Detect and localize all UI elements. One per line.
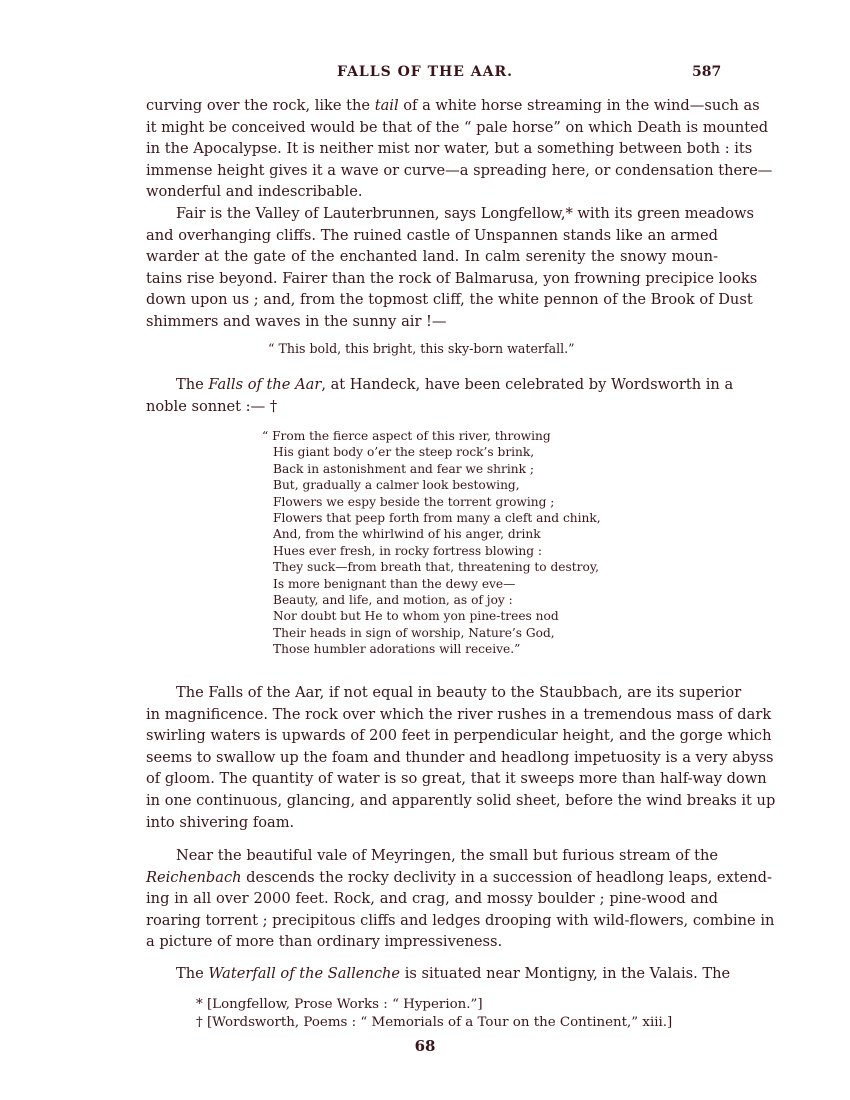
sonnet-line: Beauty, and life, and motion, as of joy : [273,593,513,608]
sonnet-line: But, gradually a calmer look bestowing, [273,478,520,493]
text-line: noble sonnet :— † [146,397,278,415]
text-line: in one continuous, glancing, and apparently solid sheet, before the wind breaks it up [146,791,776,809]
footnotes [196,996,672,1032]
paragraph-2 [146,203,758,333]
text-line: of gloom. The quantity of water is so great, that it sweeps more than half-way down [146,770,767,788]
text-line: Reichenbach descends the rocky declivity in a succession of headlong leaps, extend- [146,868,772,886]
text-line: warder at the gate of the enchanted land. In calm serenity the snowy moun- [146,248,718,266]
sonnet-line: Back in astonishment and fear we shrink ; [273,461,534,476]
text-line: Fair is the Valley of Lauterbrunnen, says Longfellow,* with its green meadows [176,205,755,222]
text-line: roaring torrent ; precipitous cliffs and ledges drooping with wild-flowers, combine in [146,911,775,929]
text-line: immense height gives it a wave or curve—a spreading here, or condensation there— [146,161,773,179]
sonnet-line: Those humbler adorations will receive.” [273,642,521,657]
text-line: ing in all over 2000 feet. Rock, and crag, and mossy boulder ; pine-wood and [146,890,718,908]
text-line: swirling waters is upwards of 200 feet in perpendicular height, and the gorge which [146,727,772,745]
running-header: FALLS OF THE AAR. [336,64,514,80]
text-line: in magnificence. The rock over which the river rushes in a tremendous mass of dark [146,705,772,723]
paragraph-1 [146,95,773,203]
text-line: a picture of more than ordinary impressiveness. [146,933,503,951]
paragraph-5 [146,845,775,953]
sonnet-line: Flowers that peep forth from many a cleft and chink, [273,511,601,526]
footnote-longfellow: * [Longfellow, Prose Works : “ Hyperion.”] [196,997,483,1012]
text-line: The Falls of the Aar, if not equal in beauty to the Staubbach, are its superior [176,684,742,701]
paragraph-4 [146,682,776,833]
sonnet-line: And, from the whirlwind of his anger, drink [273,527,541,542]
footnote-wordsworth: † [Wordsworth, Poems : “ Memorials of a Tour on the Continent,” xiii.] [196,1015,673,1030]
page-number: 587 [692,64,722,80]
sonnet-line: Is more benignant than the dewy eve— [273,576,516,591]
paragraph-3 [146,374,734,417]
text-line: in the Apocalypse. It is neither mist nor water, but a something between both : its [146,140,753,158]
text-line: The Waterfall of the Sallenche is situated near Montigny, in the Valais. The [176,965,731,982]
text-line: and overhanging cliffs. The ruined castle of Unspannen stands like an armed [146,226,718,244]
signature-mark: 68 [414,1037,436,1055]
text-line: down upon us ; and, from the topmost cliff, the white pennon of the Brook of Dust [146,291,753,309]
sonnet-line: His giant body o’er the steep rock’s brink, [273,445,535,460]
text-line: wonderful and indescribable. [146,183,363,201]
sonnet-line: Nor doubt but He to whom yon pine-trees nod [273,609,559,624]
text-line: “ This bold, this bright, this sky-born waterfall.” [268,341,575,356]
text-line: it might be conceived would be that of the “ pale horse” on which Death is mounted [146,118,769,136]
sonnet-line: Hues ever fresh, in rocky fortress blowing : [273,543,542,558]
text-line: into shivering foam. [146,813,295,831]
sonnet-block [262,428,601,658]
text-line: shimmers and waves in the sunny air !— [146,312,447,330]
text-line: tains rise beyond. Fairer than the rock of Balmarusa, yon frowning precipice looks [146,269,758,287]
text-line: seems to swallow up the foam and thunder and headlong impetuosity is a very abyss [146,748,774,766]
paragraph-6 [146,963,731,985]
text-line: Near the beautiful vale of Meyringen, the small but furious stream of the [176,847,718,864]
sonnet-line: Their heads in sign of worship, Nature’s God, [273,625,555,640]
epigraph-quote [268,341,575,357]
sonnet-line: They suck—from breath that, threatening to destroy, [273,560,599,575]
sonnet-line: Flowers we espy beside the torrent growing ; [273,494,555,509]
text-line: The Falls of the Aar, at Handeck, have been celebrated by Wordsworth in a [176,376,734,393]
text-line: curving over the rock, like the tail of a white horse streaming in the wind—such as [146,97,760,114]
sonnet-line: “ From the fierce aspect of this river, throwing [262,429,551,443]
